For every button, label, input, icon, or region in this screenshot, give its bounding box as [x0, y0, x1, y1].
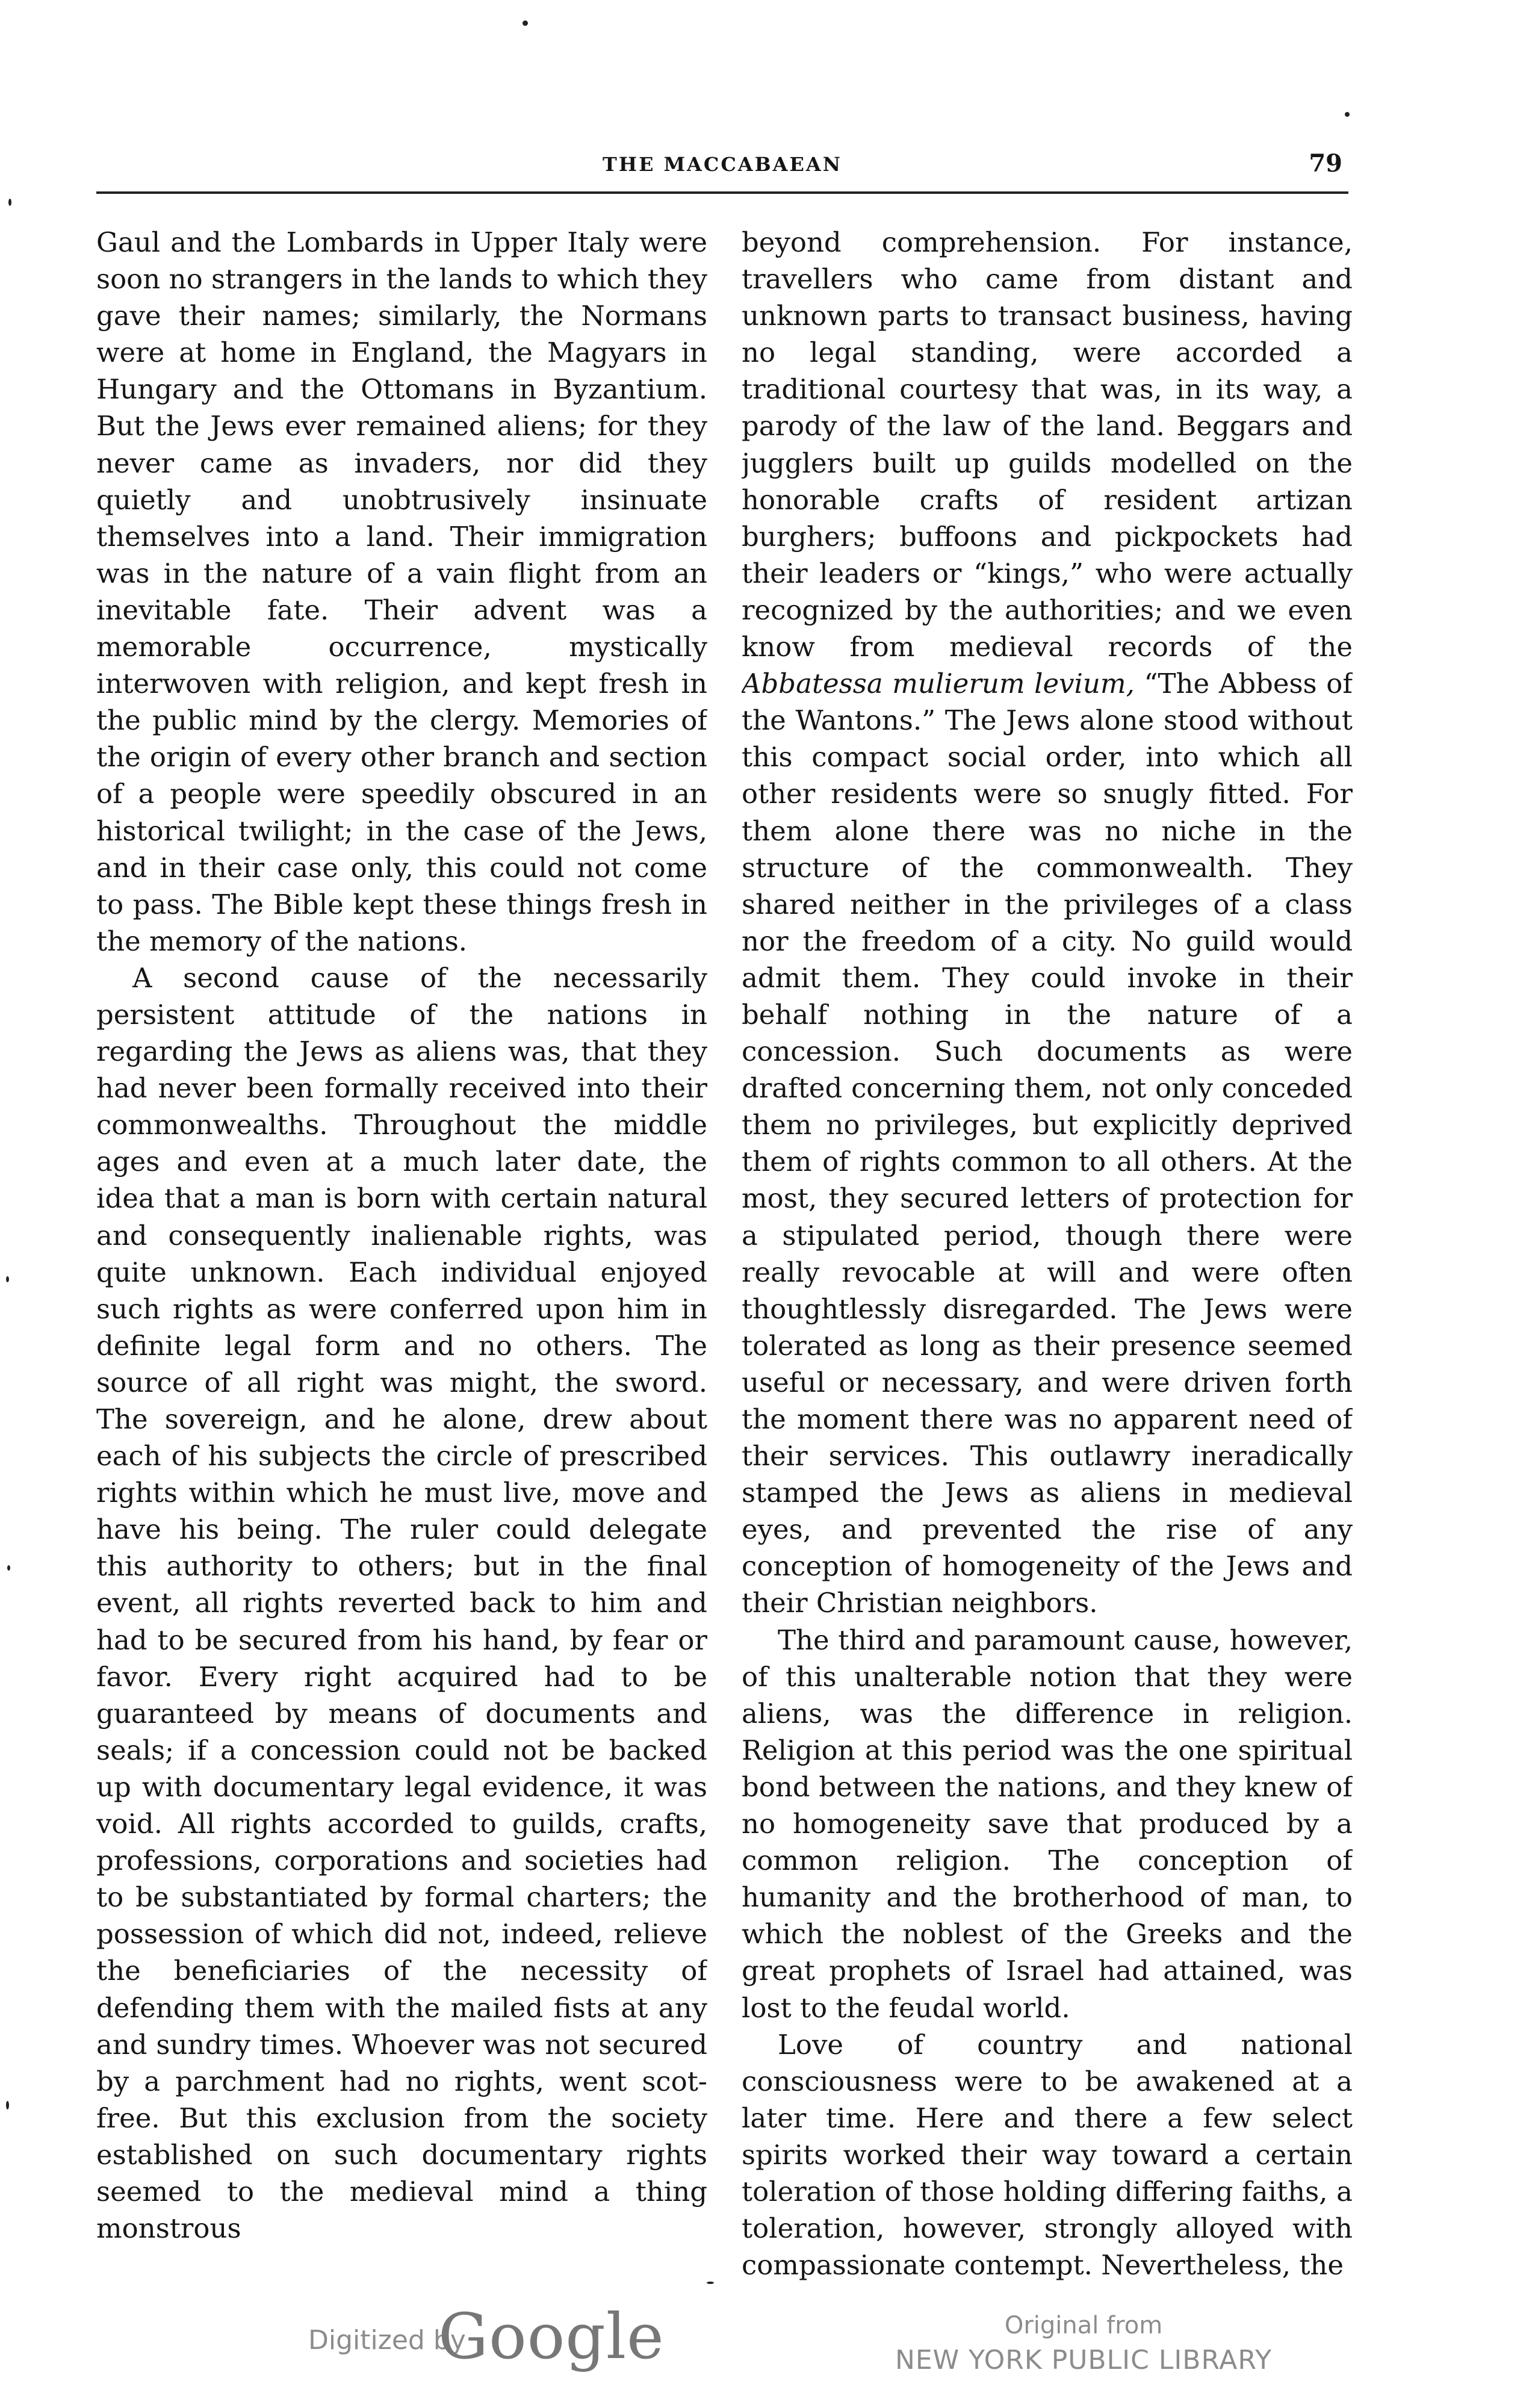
running-title: THE MACCABAEAN	[603, 153, 842, 176]
digitized-by-label: Digitized by	[308, 2325, 466, 2356]
library-name: NEW YORK PUBLIC LIBRARY	[895, 2345, 1273, 2375]
left-column	[96, 224, 707, 2295]
scan-speck	[523, 20, 528, 26]
scan-speck	[8, 199, 11, 206]
scan-speck	[1345, 112, 1350, 117]
paragraph: Love of country and national consciousness were to be awakened at a later time. Here and there a few select spirits worked their way toward a certain toleration of those holding differing faiths, a toleration, however, strongly alloyed with compassionate contempt. Nevertheless, the	[742, 2028, 1353, 2282]
paragraph-text: “The Abbess of the Wantons.” The Jews alone stood without this compact social order, into which all other residents were so snugly fitted. For them alone there was no niche in the structure of the commonwealth. They shared neither in the privileges of a class nor the freedom of a city. No guild would admit them. They could invoke in their behalf nothing in the nature of a concession. Such documents as were drafted concerning them, not only conceded them no privileges, but explicitly deprived them of rights common to all others. At the most, they secured letters of protection for a stipulated period, though there were really revocable at will and were often thoughtlessly disregarded. The Jews were tolerated as long as their presence seemed useful or necessary, and were driven forth the moment there was no apparent need of their services. This outlawry ineradically stamped the Jews as aliens in medieval eyes, and prevented the rise of any conception of homogeneity of the Jews and their Christian neighbors.	[742, 668, 1353, 1619]
original-from-label: Original from	[1004, 2312, 1163, 2339]
paragraph: Gaul and the Lombards in Upper Italy were soon no strangers in the lands to which they gave their names; similarly, the Normans were at home in England, the Magyars in Hungary and the Ottomans in Byzantium. But the Jews ever remained aliens; for they never came as invaders, nor did they quietly and unobtrusively insinuate themselves into a land. Their immigration was in the nature of a vain flight from an inevitable fate. Their advent was a memorable occurrence, mystically interwoven with religion, and kept fresh in the public mind by the clergy. Memories of the origin of every other branch and section of a people were speedily obscured in an historical twilight; in the case of the Jews, and in their case only, this could not come to pass. The Bible kept these things fresh in the memory of the nations.	[96, 226, 707, 957]
google-logo: Google	[438, 2300, 665, 2373]
right-column	[742, 224, 1353, 2295]
page-number: 79	[1309, 149, 1342, 178]
page-header	[96, 149, 1348, 194]
paragraph	[742, 224, 1353, 1622]
scan-speck	[707, 2282, 714, 2284]
scan-speck	[6, 2101, 9, 2109]
latin-phrase: Abbatessa mulierum levium,	[742, 668, 1135, 700]
paragraph: A second cause of the necessarily persistent attitude of the nations in regarding the Jews as aliens was, that they had never been formally received into their commonwealths. Throughout the middle ages and even at a much later date, the idea that a man is born with certain natural and consequently inalienable rights, was quite unknown. Each individual enjoyed such rights as were conferred upon him in definite legal form and no others. The source of all right was might, the sword. The sovereign, and he alone, drew about each of his subjects the circle of prescribed rights within which he must live, move and have his being. The ruler could delegate this authority to others; but in the final event, all rights reverted back to him and had to be secured from his hand, by fear or favor. Every right acquired had to be guaranteed by means of documents and seals; if a concession could not be backed up with documentary legal evidence, it was void. All rights accorded to guilds, crafts, professions, corporations and societies had to be substantiated by formal charters; the possession of which did not, indeed, relieve the beneficiaries of the necessity of defending them with the mailed fists at any and sundry times. Whoever was not secured by a parchment had no rights, went scot-free. But this exclusion from the society established on such documentary rights seemed to the medieval mind a thing monstrous	[96, 961, 707, 2245]
paragraph: The third and paramount cause, however, of this unalterable notion that they were aliens, was the difference in religion. Religion at this period was the one spiritual bond between the nations, and they knew of no homogeneity save that produced by a common religion. The conception of humanity and the brotherhood of man, to which the noblest of the Greeks and the great prophets of Israel had attained, was lost to the feudal world.	[742, 1624, 1353, 2024]
scan-speck	[7, 1565, 10, 1571]
scan-speck	[6, 1276, 9, 1282]
paragraph-text: beyond comprehension. For instance, travellers who came from distant and unknown parts to transact business, having no legal standing, were accorded a traditional courtesy that was, in its way, a parody of the law of the land. Beggars and jugglers built up guilds modelled on the honorable crafts of resident artizan burghers; buffoons and pickpockets had their leaders or “kings,” who were actually recognized by the authorities; and we even know from medieval records of the	[742, 226, 1353, 663]
